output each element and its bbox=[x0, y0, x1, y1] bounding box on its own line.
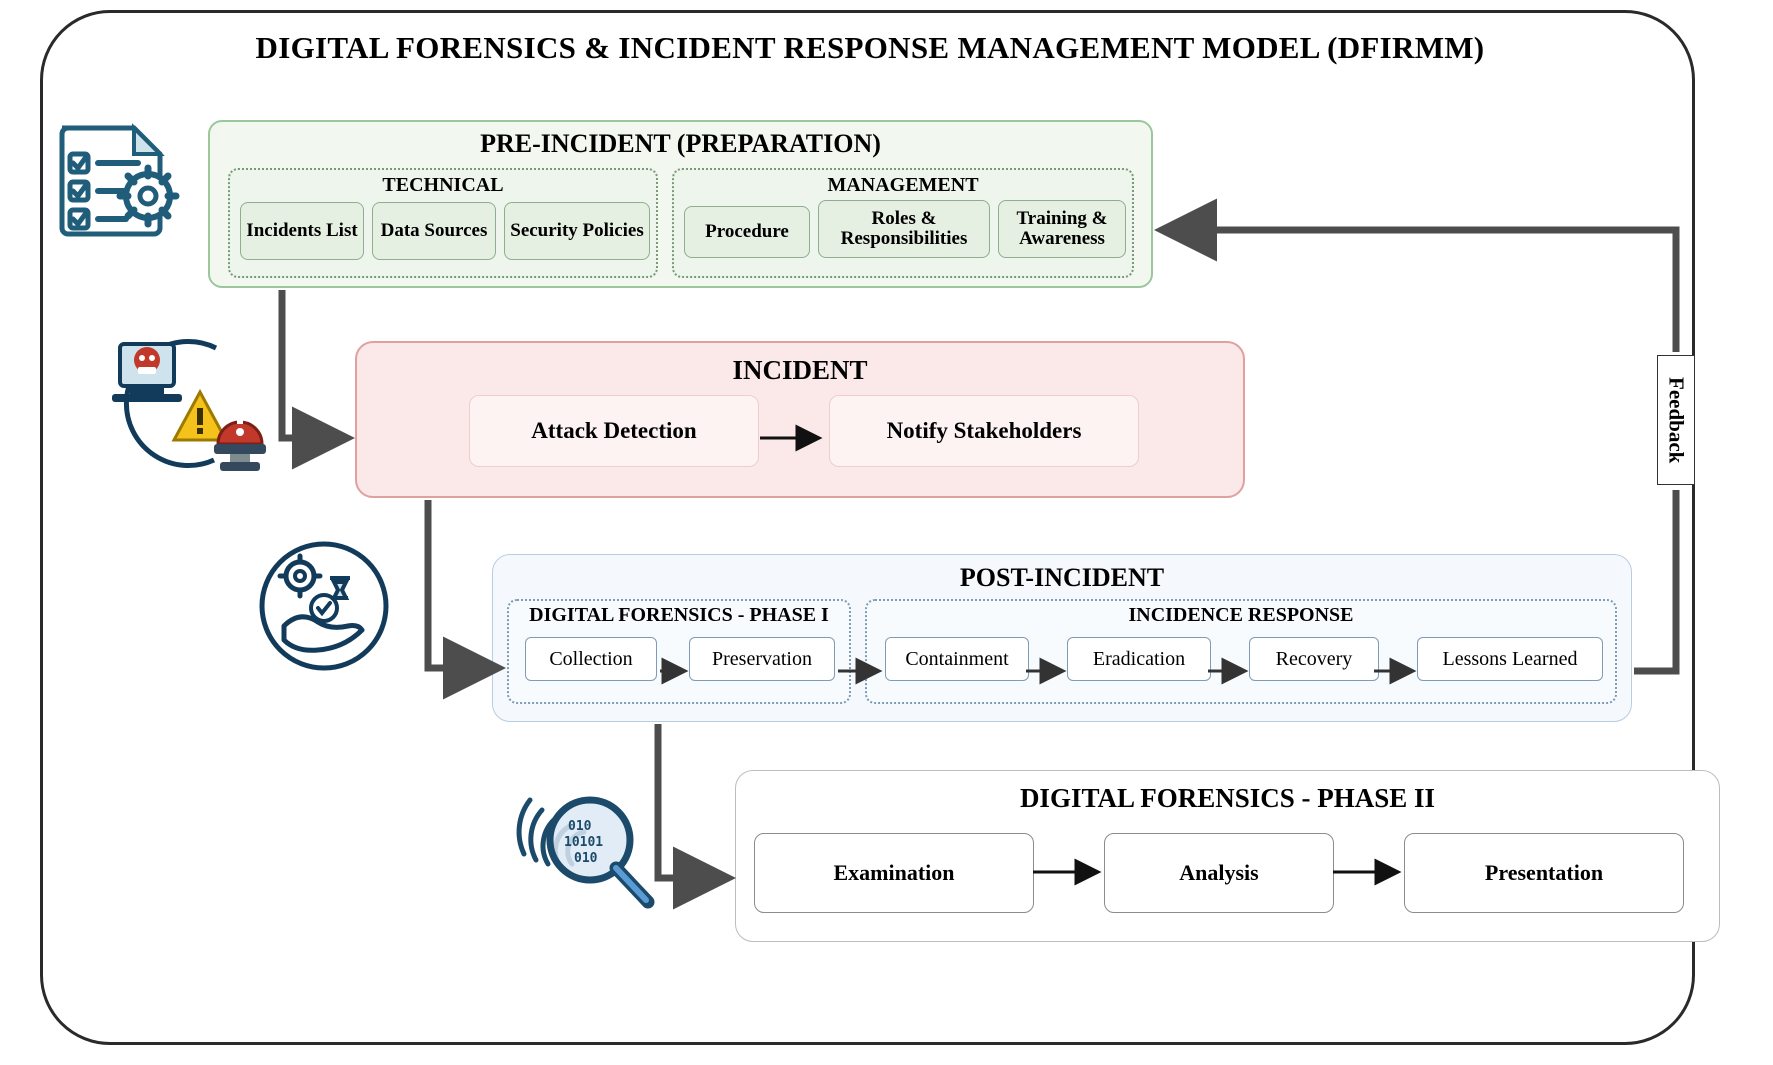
digital-forensics-phase1-subgroup bbox=[507, 599, 851, 704]
chip-data-sources[interactable]: Data Sources bbox=[372, 202, 496, 260]
svg-text:010: 010 bbox=[568, 819, 592, 834]
chip-collection[interactable]: Collection bbox=[525, 637, 657, 681]
technical-title: TECHNICAL bbox=[382, 174, 504, 196]
pre-incident-group bbox=[208, 120, 1153, 288]
pre-incident-title: PRE-INCIDENT (PREPARATION) bbox=[480, 129, 881, 158]
chip-lessons-learned[interactable]: Lessons Learned bbox=[1417, 637, 1603, 681]
chip-preservation[interactable]: Preservation bbox=[689, 637, 835, 681]
fingerprint-magnifier-icon bbox=[512, 768, 662, 916]
incident-group bbox=[355, 341, 1245, 498]
chip-procedure[interactable]: Procedure bbox=[684, 206, 810, 258]
management-subgroup bbox=[672, 168, 1134, 278]
management-title: MANAGEMENT bbox=[827, 174, 979, 196]
incidence-response-title: INCIDENCE RESPONSE bbox=[1128, 604, 1354, 626]
box-presentation[interactable]: Presentation bbox=[1404, 833, 1684, 913]
digital-forensics-phase2-title: DIGITAL FORENSICS - PHASE II bbox=[1019, 783, 1436, 813]
technical-subgroup bbox=[228, 168, 658, 278]
box-notify-stakeholders[interactable]: Notify Stakeholders bbox=[829, 395, 1139, 467]
chip-incidents-list[interactable]: Incidents List bbox=[240, 202, 364, 260]
page-title: DIGITAL FORENSICS & INCIDENT RESPONSE MANAGEMENT MODEL (DFIRMM) bbox=[255, 30, 1485, 65]
incidence-response-subgroup bbox=[865, 599, 1617, 704]
box-attack-detection[interactable]: Attack Detection bbox=[469, 395, 759, 467]
chip-recovery[interactable]: Recovery bbox=[1249, 637, 1379, 681]
digital-forensics-phase2-group bbox=[735, 770, 1720, 942]
checklist-gear-icon bbox=[44, 112, 184, 252]
chip-containment[interactable]: Containment bbox=[885, 637, 1029, 681]
chip-security-policies[interactable]: Security Policies bbox=[504, 202, 650, 260]
post-incident-group bbox=[492, 554, 1632, 722]
chip-training-awareness[interactable]: Training & Awareness bbox=[998, 200, 1126, 258]
svg-text:010: 010 bbox=[574, 851, 598, 866]
chip-roles-responsibilities[interactable]: Roles & Responsibilities bbox=[818, 200, 990, 258]
chip-eradication[interactable]: Eradication bbox=[1067, 637, 1211, 681]
feedback-text: Feedback bbox=[1664, 376, 1689, 464]
box-analysis[interactable]: Analysis bbox=[1104, 833, 1334, 913]
incident-handling-care-icon bbox=[258, 540, 390, 672]
malware-alert-siren-icon bbox=[104, 330, 274, 480]
incident-title: INCIDENT bbox=[732, 355, 868, 385]
box-examination[interactable]: Examination bbox=[754, 833, 1034, 913]
post-incident-title: POST-INCIDENT bbox=[959, 563, 1165, 592]
feedback-label bbox=[1657, 355, 1695, 485]
digital-forensics-phase1-title: DIGITAL FORENSICS - PHASE I bbox=[529, 604, 829, 626]
svg-text:10101: 10101 bbox=[564, 835, 604, 850]
